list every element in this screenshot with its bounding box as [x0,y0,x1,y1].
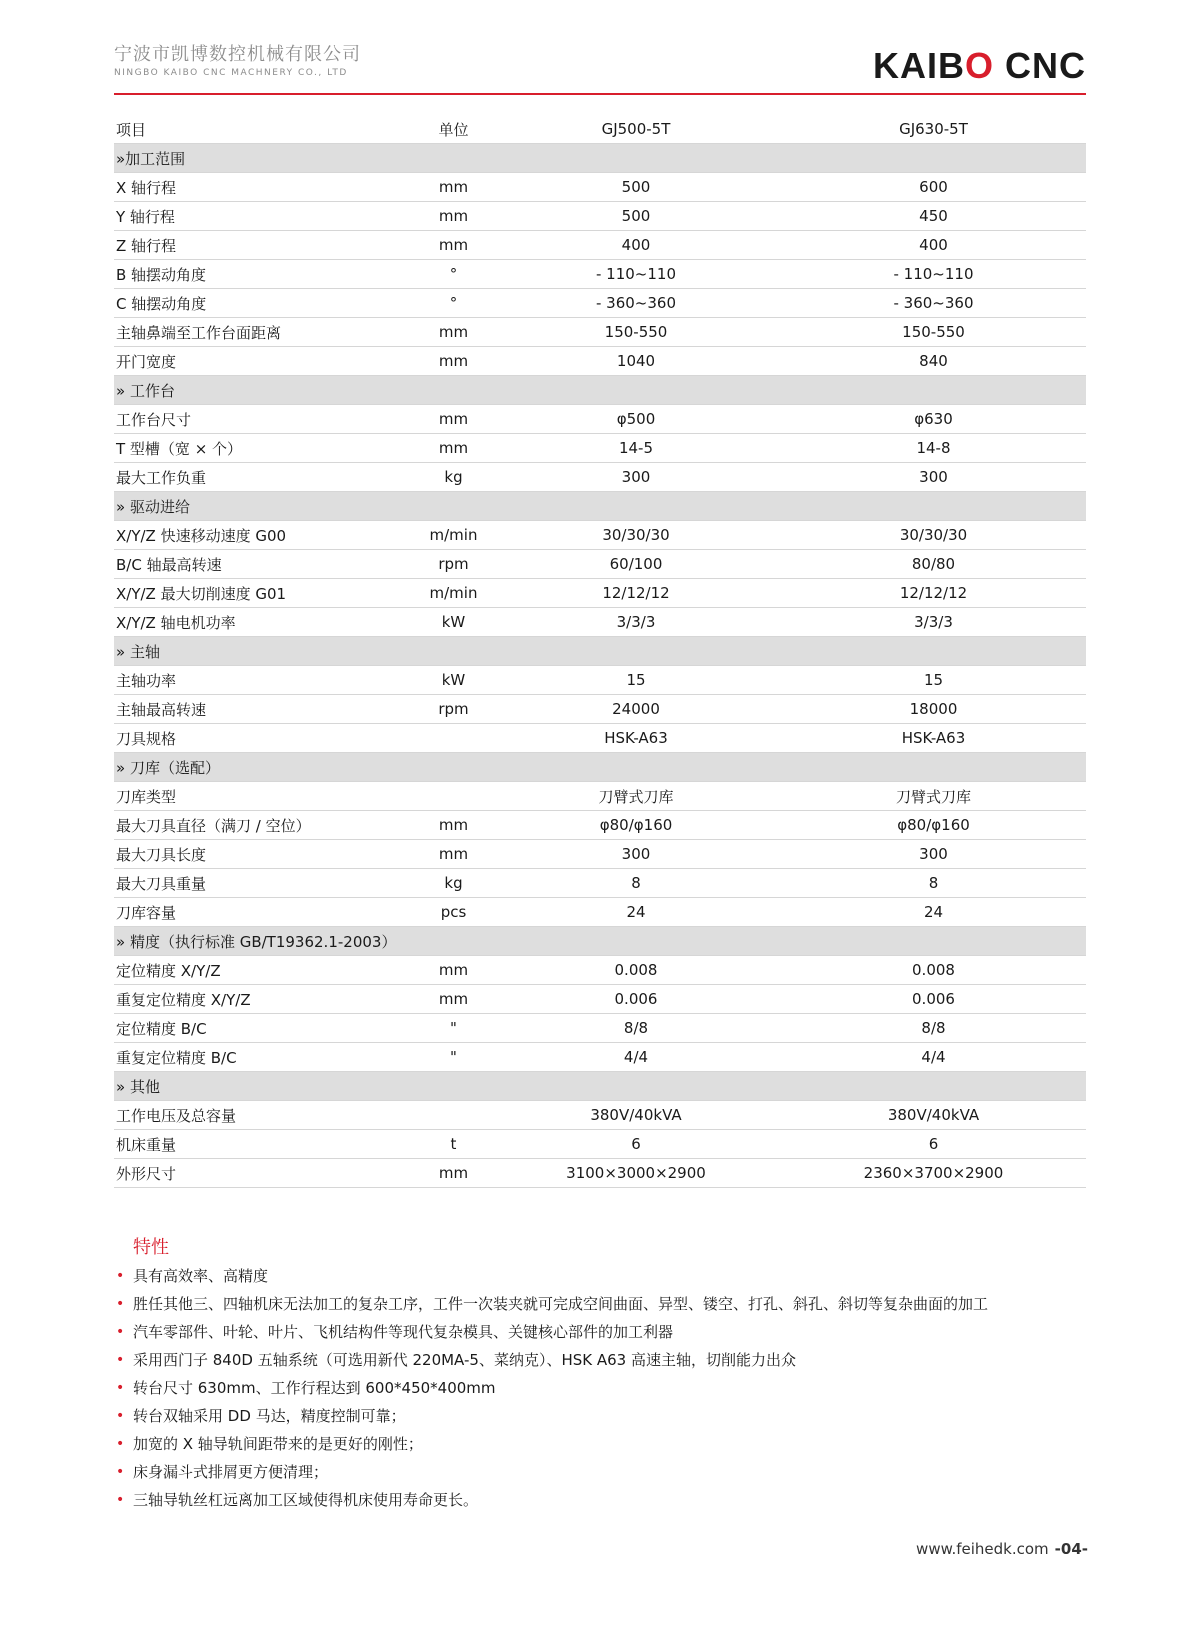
gj500-value-cell: 500 [491,202,781,231]
item-cell: X 轴行程 [114,173,416,202]
gj500-value-cell: - 110~110 [491,260,781,289]
gj630-value-cell: 450 [781,202,1086,231]
page-number: -04- [1054,1540,1088,1558]
item-cell: 定位精度 X/Y/Z [114,956,416,985]
table-row [114,782,1086,811]
gj630-value-cell: 24 [781,898,1086,927]
item-cell: 最大刀具直径（满刀 / 空位） [114,811,416,840]
table-row [114,318,1086,347]
gj500-value-cell: 3/3/3 [491,608,781,637]
table-row [114,173,1086,202]
feature-item [114,1346,1074,1374]
item-cell: 刀库类型 [114,782,416,811]
company-name-cn: 宁波市凯博数控机械有限公司 [114,44,361,65]
bullet-icon: • [116,1268,125,1284]
section-row [114,144,1086,173]
table-row [114,1043,1086,1072]
feature-text: 转台双轴采用 DD 马达，精度控制可靠； [133,1407,406,1425]
item-cell: X/Y/Z 轴电机功率 [114,608,416,637]
logo-text-right: CNC [994,45,1086,86]
feature-item [114,1458,1074,1486]
gj500-value-cell: 0.008 [491,956,781,985]
gj500-value-cell: 4/4 [491,1043,781,1072]
table-row [114,1014,1086,1043]
unit-cell [416,782,491,811]
gj500-value-cell: 24000 [491,695,781,724]
item-cell: X/Y/Z 最大切削速度 G01 [114,579,416,608]
gj630-value-cell: 300 [781,840,1086,869]
logo-text-left: KAIB [872,45,965,86]
features-list [114,1262,1074,1514]
section-row [114,376,1086,405]
table-row [114,289,1086,318]
unit-cell: " [416,1043,491,1072]
item-cell: 最大刀具重量 [114,869,416,898]
bullet-icon: • [116,1436,125,1452]
table-row [114,956,1086,985]
feature-text: 床身漏斗式排屑更方便清理； [133,1463,329,1481]
gj500-value-cell: 3100×3000×2900 [491,1159,781,1188]
gj500-value-cell: 12/12/12 [491,579,781,608]
table-row [114,405,1086,434]
gj500-value-cell: 400 [491,231,781,260]
item-cell: 开门宽度 [114,347,416,376]
gj630-value-cell: 0.008 [781,956,1086,985]
gj630-value-cell: 8/8 [781,1014,1086,1043]
gj630-value-cell: 18000 [781,695,1086,724]
feature-text: 汽车零部件、叶轮、叶片、飞机结构件等现代复杂模具、关键核心部件的加工利器 [133,1323,674,1341]
column-header: GJ500-5T [491,115,781,144]
page-header [114,40,1086,95]
table-row [114,840,1086,869]
unit-cell: pcs [416,898,491,927]
feature-item [114,1430,1074,1458]
gj500-value-cell: 15 [491,666,781,695]
gj630-value-cell: 刀臂式刀库 [781,782,1086,811]
item-cell: 刀具规格 [114,724,416,753]
feature-text: 三轴导轨丝杠远离加工区域使得机床使用寿命更长。 [133,1491,479,1509]
unit-cell: m/min [416,521,491,550]
unit-cell: rpm [416,550,491,579]
item-cell: Z 轴行程 [114,231,416,260]
gj500-value-cell: 30/30/30 [491,521,781,550]
unit-cell [416,1101,491,1130]
unit-cell: mm [416,202,491,231]
bullet-icon: • [116,1352,125,1368]
unit-cell: mm [416,173,491,202]
feature-item [114,1402,1074,1430]
unit-cell: mm [416,405,491,434]
unit-cell: kg [416,869,491,898]
section-row [114,492,1086,521]
gj630-value-cell: 12/12/12 [781,579,1086,608]
unit-cell: mm [416,840,491,869]
gj630-value-cell: - 360~360 [781,289,1086,318]
column-header: 项目 [114,115,416,144]
column-header: GJ630-5T [781,115,1086,144]
gj630-value-cell: 400 [781,231,1086,260]
gj500-value-cell: 6 [491,1130,781,1159]
table-row [114,579,1086,608]
spec-table [114,115,1086,1188]
gj630-value-cell: 8 [781,869,1086,898]
table-row [114,260,1086,289]
section-title: » 其他 [114,1072,1086,1101]
unit-cell: mm [416,318,491,347]
section-title: » 工作台 [114,376,1086,405]
bullet-icon: • [116,1408,125,1424]
gj500-value-cell: HSK-A63 [491,724,781,753]
gj630-value-cell: 6 [781,1130,1086,1159]
table-row [114,231,1086,260]
unit-cell: rpm [416,695,491,724]
bullet-icon: • [116,1324,125,1340]
gj630-value-cell: 380V/40kVA [781,1101,1086,1130]
header-divider [114,93,1086,95]
gj630-value-cell: 840 [781,347,1086,376]
table-row [114,898,1086,927]
gj500-value-cell: 24 [491,898,781,927]
feature-item [114,1262,1074,1290]
unit-cell [416,724,491,753]
unit-cell: t [416,1130,491,1159]
gj500-value-cell: 300 [491,840,781,869]
feature-text: 采用西门子 840D 五轴系统（可选用新代 220MA-5、菜纳克）、HSK A63 高速主轴，切削能力出众 [133,1351,796,1369]
unit-cell: ° [416,289,491,318]
unit-cell: mm [416,985,491,1014]
gj630-value-cell: 0.006 [781,985,1086,1014]
item-cell: B 轴摆动角度 [114,260,416,289]
section-title: » 驱动进给 [114,492,1086,521]
item-cell: 主轴鼻端至工作台面距离 [114,318,416,347]
table-row [114,521,1086,550]
table-row [114,463,1086,492]
gj630-value-cell: - 110~110 [781,260,1086,289]
table-row [114,811,1086,840]
item-cell: 最大工作负重 [114,463,416,492]
gj500-value-cell: 60/100 [491,550,781,579]
company-name-en: NINGBO KAIBO CNC MACHNERY CO., LTD [114,68,348,78]
item-cell: 刀库容量 [114,898,416,927]
gj500-value-cell: 150-550 [491,318,781,347]
table-row [114,550,1086,579]
table-row [114,1130,1086,1159]
table-row [114,202,1086,231]
unit-cell: mm [416,347,491,376]
feature-item [114,1374,1074,1402]
item-cell: 工作台尺寸 [114,405,416,434]
gj630-value-cell: 2360×3700×2900 [781,1159,1086,1188]
gj500-value-cell: φ500 [491,405,781,434]
gj630-value-cell: φ80/φ160 [781,811,1086,840]
table-row [114,724,1086,753]
feature-text: 胜任其他三、四轴机床无法加工的复杂工序，工件一次装夹就可完成空间曲面、异型、镂空、打孔、斜孔、斜切等复杂曲面的加工 [133,1295,989,1313]
features-title: 特性 [133,1237,169,1258]
brand-logo [873,45,1086,87]
item-cell: 工作电压及总容量 [114,1101,416,1130]
table-row [114,666,1086,695]
page-footer [916,1540,1088,1558]
feature-item [114,1290,1074,1318]
gj630-value-cell: 30/30/30 [781,521,1086,550]
unit-cell: mm [416,956,491,985]
table-row [114,608,1086,637]
column-header: 单位 [416,115,491,144]
gj500-value-cell: 刀臂式刀库 [491,782,781,811]
section-title: » 主轴 [114,637,1086,666]
unit-cell: mm [416,811,491,840]
section-row [114,753,1086,782]
section-row [114,927,1086,956]
item-cell: 外形尺寸 [114,1159,416,1188]
unit-cell: m/min [416,579,491,608]
item-cell: 重复定位精度 B/C [114,1043,416,1072]
unit-cell: kg [416,463,491,492]
table-header-row [114,115,1086,144]
item-cell: 主轴最高转速 [114,695,416,724]
item-cell: 最大刀具长度 [114,840,416,869]
item-cell: C 轴摆动角度 [114,289,416,318]
logo-text-o: O [964,45,994,86]
bullet-icon: • [116,1296,125,1312]
gj500-value-cell: 380V/40kVA [491,1101,781,1130]
gj500-value-cell: 14-5 [491,434,781,463]
gj500-value-cell: - 360~360 [491,289,781,318]
section-title: » 刀库（选配） [114,753,1086,782]
item-cell: B/C 轴最高转速 [114,550,416,579]
gj630-value-cell: 4/4 [781,1043,1086,1072]
spec-table-body [114,115,1086,1188]
item-cell: 重复定位精度 X/Y/Z [114,985,416,1014]
unit-cell: " [416,1014,491,1043]
gj630-value-cell: 150-550 [781,318,1086,347]
gj500-value-cell: 8 [491,869,781,898]
item-cell: 定位精度 B/C [114,1014,416,1043]
table-row [114,347,1086,376]
bullet-icon: • [116,1380,125,1396]
gj500-value-cell: φ80/φ160 [491,811,781,840]
feature-text: 转台尺寸 630mm、工作行程达到 600*450*400mm [133,1379,496,1397]
table-row [114,695,1086,724]
footer-url: www.feihedk.com [916,1540,1049,1558]
table-row [114,1101,1086,1130]
section-title: » 精度（执行标准 GB/T19362.1-2003） [114,927,1086,956]
unit-cell: kW [416,666,491,695]
gj500-value-cell: 1040 [491,347,781,376]
section-title: »加工范围 [114,144,1086,173]
gj500-value-cell: 8/8 [491,1014,781,1043]
table-row [114,1159,1086,1188]
feature-text: 具有高效率、高精度 [133,1267,269,1285]
gj500-value-cell: 500 [491,173,781,202]
gj500-value-cell: 300 [491,463,781,492]
feature-item [114,1486,1074,1514]
section-row [114,637,1086,666]
unit-cell: kW [416,608,491,637]
gj630-value-cell: φ630 [781,405,1086,434]
unit-cell: ° [416,260,491,289]
unit-cell: mm [416,231,491,260]
gj630-value-cell: HSK-A63 [781,724,1086,753]
bullet-icon: • [116,1492,125,1508]
gj630-value-cell: 80/80 [781,550,1086,579]
feature-text: 加宽的 X 轴导轨间距带来的是更好的刚性； [133,1435,423,1453]
item-cell: X/Y/Z 快速移动速度 G00 [114,521,416,550]
feature-item [114,1318,1074,1346]
gj630-value-cell: 300 [781,463,1086,492]
table-row [114,985,1086,1014]
item-cell: T 型槽（宽 × 个） [114,434,416,463]
table-row [114,869,1086,898]
gj630-value-cell: 600 [781,173,1086,202]
item-cell: 机床重量 [114,1130,416,1159]
item-cell: Y 轴行程 [114,202,416,231]
unit-cell: mm [416,434,491,463]
table-row [114,434,1086,463]
item-cell: 主轴功率 [114,666,416,695]
bullet-icon: • [116,1464,125,1480]
unit-cell: mm [416,1159,491,1188]
section-row [114,1072,1086,1101]
gj630-value-cell: 15 [781,666,1086,695]
gj630-value-cell: 3/3/3 [781,608,1086,637]
gj630-value-cell: 14-8 [781,434,1086,463]
gj500-value-cell: 0.006 [491,985,781,1014]
